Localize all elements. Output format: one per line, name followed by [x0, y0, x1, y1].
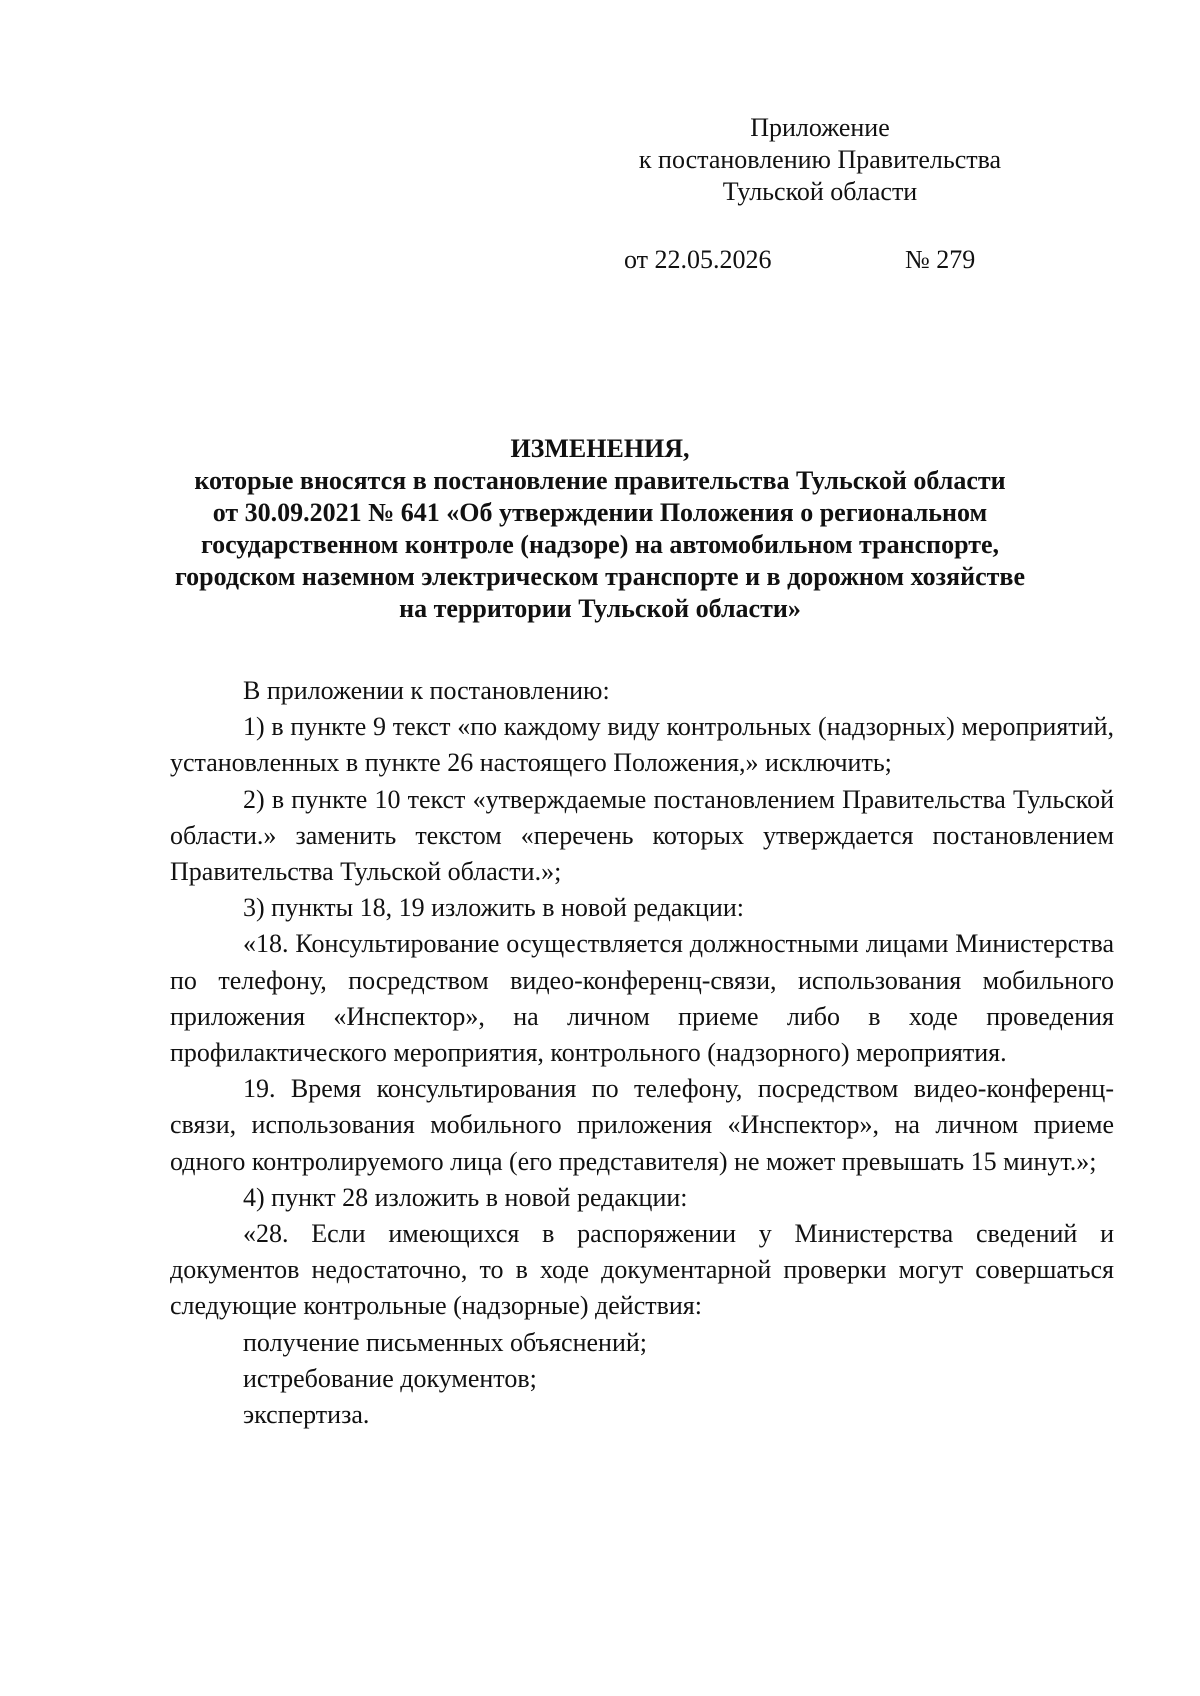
clause-19-paragraph: 19. Время консультирования по телефону, посредством видео-конференц-связи, использования мобильного приложения «Инспектор», на личном приеме одного контролируемого лица (его представителя) не может превышать 15 минут.»;	[170, 1074, 1114, 1176]
list-item: истребование документов;	[243, 1363, 537, 1393]
appendix-line-1: Приложение	[750, 113, 890, 142]
title-line: от 30.09.2021 № 641 «Об утверждении Положения о региональном	[212, 498, 988, 527]
document-title	[150, 433, 1050, 625]
list-item: получение письменных объяснений;	[243, 1327, 647, 1357]
list-item: экспертиза.	[243, 1400, 370, 1430]
title-line: ИЗМЕНЕНИЯ,	[510, 434, 690, 463]
title-line: которые вносятся в постановление правительства Тульской области	[194, 466, 1006, 495]
document-body	[170, 673, 1114, 1433]
item-3-paragraph: 3) пункты 18, 19 изложить в новой редакции:	[243, 893, 744, 923]
resolution-number: № 279	[905, 245, 976, 274]
appendix-block	[600, 112, 1040, 208]
intro-paragraph: В приложении к постановлению:	[243, 676, 610, 705]
clause-28-paragraph: «28. Если имеющихся в распоряжении у Министерства сведений и документов недостаточно, то в ходе документарной проверки могут совершаться следующие контрольные (надзорные) действия:	[170, 1219, 1114, 1321]
item-1-paragraph: 1) в пункте 9 текст «по каждому виду контрольных (надзорных) мероприятий, установленных в пункте 26 настоящего Положения,» исключить;	[170, 712, 1114, 778]
clause-18-paragraph: «18. Консультирование осуществляется должностными лицами Министерства по телефону, посредством видео-конференц-связи, использования мобильного приложения «Инспектор», на личном приеме либо в ходе проведения профилактического мероприятия, контрольного (надзорного) мероприятия.	[170, 929, 1114, 1068]
item-4-paragraph: 4) пункт 28 изложить в новой редакции:	[243, 1182, 688, 1212]
title-line: государственном контроле (надзоре) на автомобильном транспорте,	[200, 530, 1000, 559]
resolution-date: от 22.05.2026	[624, 245, 772, 274]
title-line: городском наземном электрическом транспорте и в дорожном хозяйстве	[174, 562, 1025, 591]
appendix-line-2: к постановлению Правительства	[638, 145, 1002, 174]
item-2-paragraph: 2) в пункте 10 текст «утверждаемые постановлением Правительства Тульской области.» заменить текстом «перечень которых утверждается постановлением Правительства Тульской области.»;	[170, 784, 1114, 887]
title-line: на территории Тульской области»	[399, 594, 801, 623]
appendix-line-3: Тульской области	[722, 177, 918, 206]
